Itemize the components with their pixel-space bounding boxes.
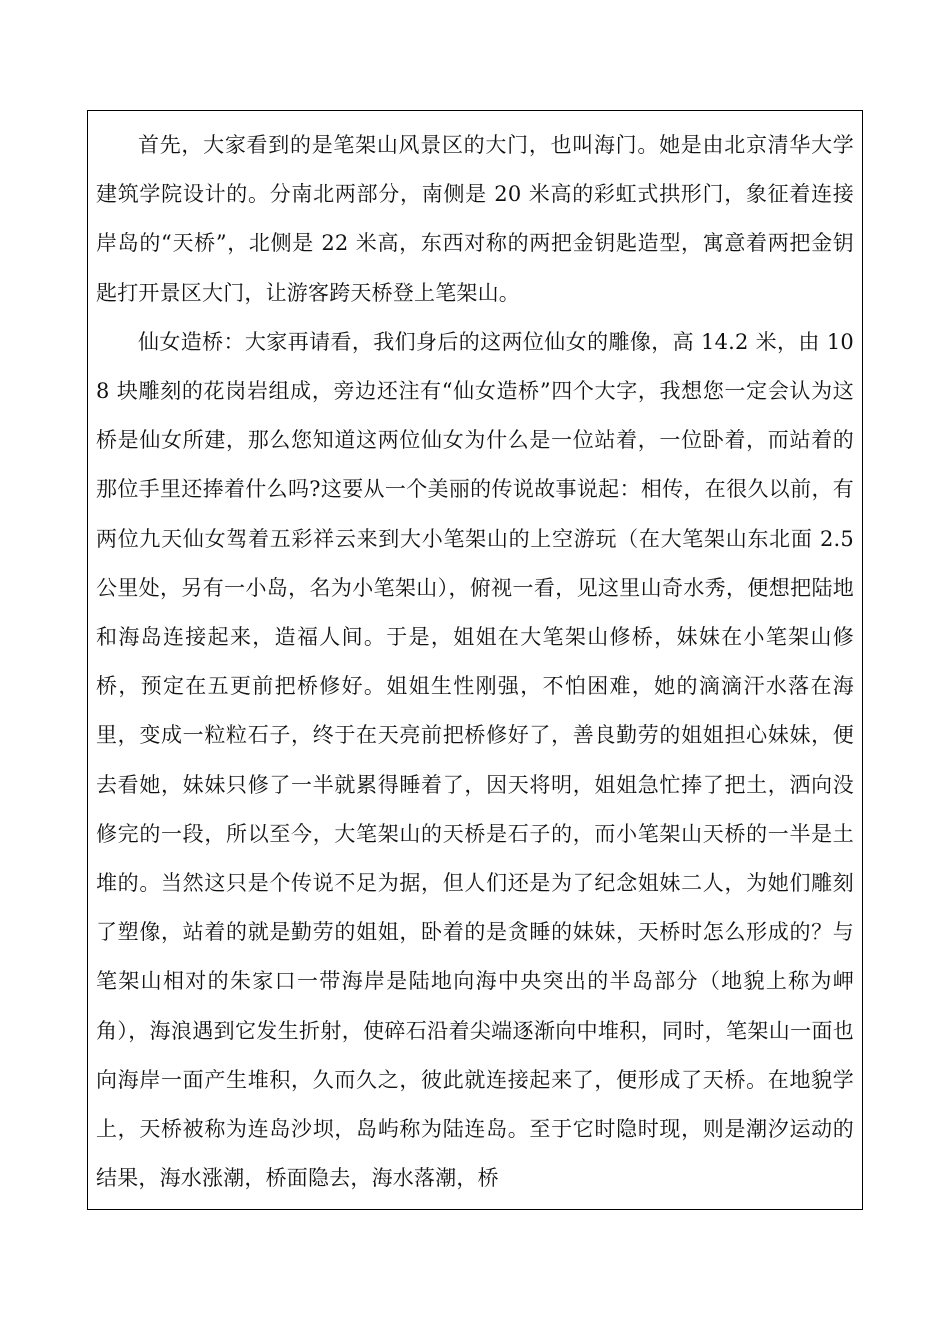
paragraph-fairy-bridge: 仙女造桥：大家再请看，我们身后的这两位仙女的雕像，高 14.2 米，由 108 块雕刻的花岗岩组成，旁边还注有“仙女造桥”四个大字，我想您一定会认为这桥是仙女所建，那么您知道这两位仙女为什么是一位站着，一位卧着，而站着的那位手里还捧着什么吗?这要从一个美丽的传说故事说起：相传，在很久以前，有两位九天仙女驾着五彩祥云来到大小笔架山的上空游玩（在大笔架山东北面 2.5 公里处，另有一小岛，名为小笔架山），俯视一看，见这里山奇水秀，便想把陆地和海岛连接起来，造福人间。于是，姐姐在大笔架山修桥，妹妹在小笔架山修桥，预定在五更前把桥修好。姐姐生性刚强，不怕困难，她的滴滴汗水落在海里，变成一粒粒石子，终于在天亮前把桥修好了，善良勤劳的姐姐担心妹妹，便去看她，妹妹只修了一半就累得睡着了，因天将明，姐姐急忙捧了把土，洒向没修完的一段，所以至今，大笔架山的天桥是石子的，而小笔架山天桥的一半是土堆的。当然这只是个传说不足为据，但人们还是为了纪念姐妹二人，为她们雕刻了塑像，站着的就是勤劳的姐姐，卧着的是贪睡的妹妹，天桥时怎么形成的？与笔架山相对的朱家口一带海岸是陆地向海中央突出的半岛部分（地貌上称为岬角），海浪遇到它发生折射，使碎石沿着尖端逐渐向中堆积，同时，笔架山一面也向海岸一面产生堆积，久而久之，彼此就连接起来了，便形成了天桥。在地貌学上，天桥被称为连岛沙坝，岛屿称为陆连岛。至于它时隐时现，则是潮汐运动的结果，海水涨潮，桥面隐去，海水落潮，桥: [96, 329, 854, 1191]
document-body: [96, 121, 854, 1203]
paragraph-gate: 首先，大家看到的是笔架山风景区的大门，也叫海门。她是由北京清华大学建筑学院设计的。分南北两部分，南侧是 20 米高的彩虹式拱形门，象征着连接岸岛的“天桥”，北侧是 22 米高，东西对称的两把金钥匙造型，寓意着两把金钥匙打开景区大门，让游客跨天桥登上笔架山。: [96, 133, 854, 305]
